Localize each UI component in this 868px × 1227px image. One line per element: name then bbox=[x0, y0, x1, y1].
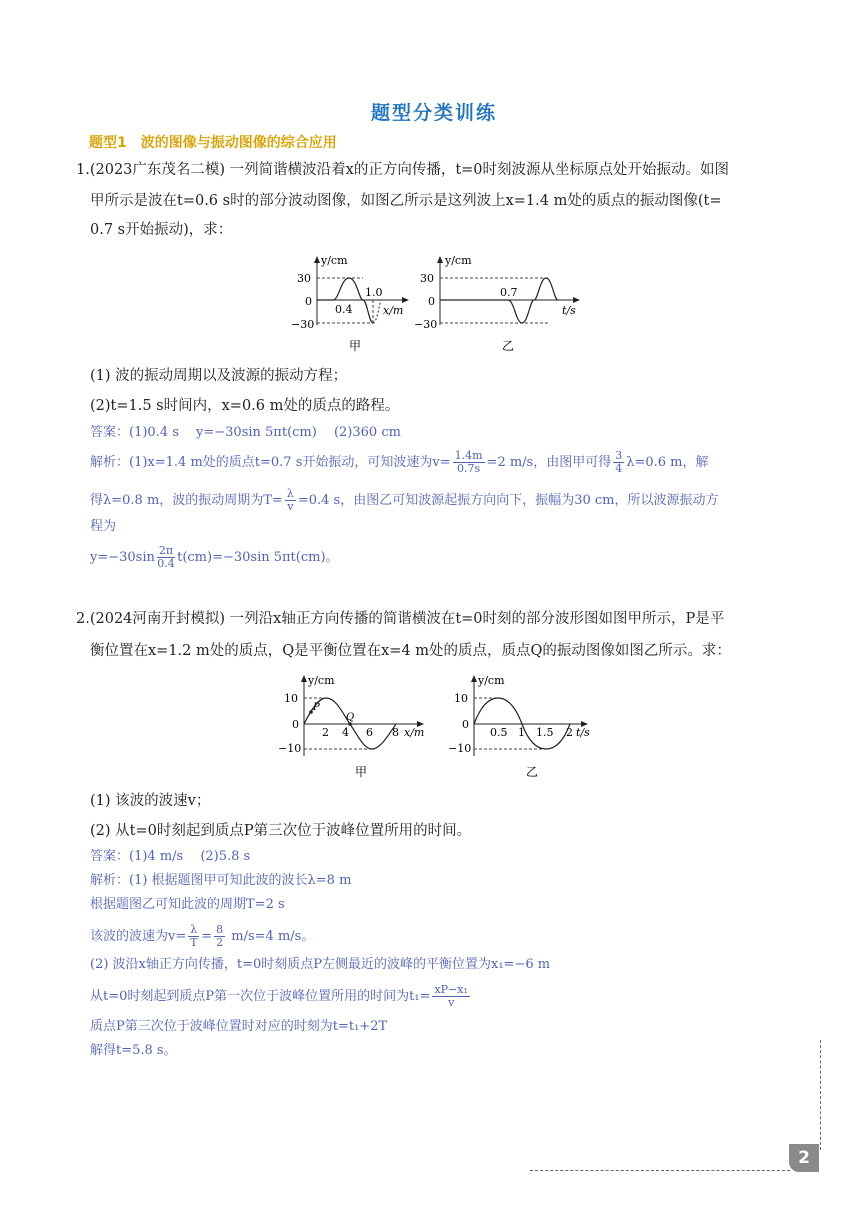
q1a-x2: 1.0 bbox=[365, 286, 383, 299]
q1b-ybot: −30 bbox=[414, 318, 438, 331]
q1b-ytop: 30 bbox=[420, 272, 434, 285]
q1a-yzero: 0 bbox=[305, 295, 312, 308]
q1a-ylabel: y/cm bbox=[321, 254, 348, 267]
footer-dashed-horizontal bbox=[530, 1170, 790, 1171]
q2-analysis-1: 解析：(1) 根据题图甲可知此波的波长λ=8 m bbox=[90, 873, 352, 888]
section-heading: 题型1 波的图像与振动图像的综合应用 bbox=[89, 135, 337, 151]
q2a-tick-8: 8 bbox=[392, 726, 399, 739]
q2-line-1: 2.(2024河南开封模拟) 一列沿x轴正方向传播的简谐横波在t=0时刻的部分波形图如图甲所示，P是平 bbox=[76, 611, 725, 627]
q2-sub-1: (1) 该波的波速v； bbox=[90, 793, 211, 809]
q1b-x1: 0.7 bbox=[500, 286, 518, 299]
q2-analysis-3: 该波的波速为v= $\frac{\lambda}{T}$ = $\frac{8}{2}$ m/s=4 m/s。 bbox=[90, 923, 315, 949]
q1-line-3: 0.7 s开始振动)，求： bbox=[90, 222, 233, 238]
q1-analysis-1: 解析：(1)x=1.4 m处的质点t=0.7 s开始振动，可知波速为v= $\frac{1.4m}{0.7s}$ =2 m/s，由图甲可得 $\frac{3}{4}$ λ=0.6 m，解 bbox=[90, 449, 709, 475]
q1a-ytop: 30 bbox=[297, 272, 311, 285]
q2a-yzero: 0 bbox=[292, 718, 299, 731]
q1-analysis-4: y=−30sin $\frac{2\pi}{0.4}$ t(cm)=−30sin 5πt(cm)。 bbox=[90, 544, 339, 570]
q2b-tick-1: 1 bbox=[518, 726, 525, 739]
q1-analysis-3: 程为 bbox=[90, 519, 117, 534]
q1a-ybot: −30 bbox=[291, 318, 315, 331]
q1-analysis-2: 得λ=0.8 m，波的振动周期为T= $\frac{\lambda}{v}$ =0.4 s，由图乙可知波源起振方向向下，振幅为30 cm，所以波源振动方 bbox=[90, 487, 719, 513]
q1b-ylabel: y/cm bbox=[445, 254, 472, 267]
q1a-x1: 0.4 bbox=[335, 303, 353, 316]
q2a-ytop: 10 bbox=[284, 692, 298, 705]
q2a-ylabel: y/cm bbox=[308, 674, 335, 687]
q2b-tick-2: 2 bbox=[566, 726, 573, 739]
q2-answer: 答案：(1)4 m/s (2)5.8 s bbox=[90, 849, 251, 864]
q1-line-1: 1.(2023广东茂名二模) 一列简谐横波沿着x的正方向传播，t=0时刻波源从坐标原点处开始振动。如图 bbox=[76, 162, 730, 178]
q1-sub-2: (2)t=1.5 s时间内，x=0.6 m处的质点的路程。 bbox=[90, 398, 400, 414]
q2b-caption: 乙 bbox=[526, 765, 539, 779]
q2-analysis-6: 质点P第三次位于波峰位置时对应的时刻为t=t₁+2T bbox=[90, 1019, 388, 1034]
q1a-xlabel: x/m bbox=[383, 304, 404, 317]
q2a-caption: 甲 bbox=[355, 765, 368, 779]
q2b-tick-1.5: 1.5 bbox=[536, 726, 554, 739]
q2-line-2: 衡位置在x=1.2 m处的质点，Q是平衡位置在x=4 m处的质点，质点Q的振动图像如图乙所示。求： bbox=[90, 643, 731, 659]
q1-sub-1: (1) 波的振动周期以及波源的振动方程； bbox=[90, 368, 348, 384]
q2-figure-wave-graph bbox=[280, 672, 430, 782]
q1b-caption: 乙 bbox=[502, 339, 515, 353]
q2-figure-vibration-graph bbox=[450, 672, 600, 782]
q2a-tick-6: 6 bbox=[366, 726, 373, 739]
footer-dashed-vertical bbox=[820, 1040, 821, 1150]
q2b-xlabel: t/s bbox=[576, 726, 590, 739]
q2-analysis-4: (2) 波沿x轴正方向传播，t=0时刻质点P左侧最近的波峰的平衡位置为x₁=−6 m bbox=[90, 957, 551, 972]
q1-line-2: 甲所示是波在t=0.6 s时的部分波动图像，如图乙所示是这列波上x=1.4 m处的质点的振动图像(t= bbox=[90, 193, 722, 209]
q2a-P-label: P bbox=[313, 702, 320, 713]
q1b-yzero: 0 bbox=[428, 295, 435, 308]
q2b-ybot: −10 bbox=[448, 742, 472, 755]
q2b-tick-0.5: 0.5 bbox=[490, 726, 508, 739]
q1b-xlabel: t/s bbox=[562, 304, 576, 317]
page-number: 2 bbox=[789, 1144, 819, 1172]
q2a-tick-4: 4 bbox=[342, 726, 349, 739]
q2-sub-2: (2) 从t=0时刻起到质点P第三次位于波峰位置所用的时间。 bbox=[90, 823, 472, 839]
q2a-tick-2: 2 bbox=[322, 726, 329, 739]
q2b-yzero: 0 bbox=[462, 718, 469, 731]
q2-analysis-7: 解得t=5.8 s。 bbox=[90, 1043, 177, 1058]
q2a-Q-label: Q bbox=[346, 712, 355, 723]
q2b-ytop: 10 bbox=[454, 692, 468, 705]
q2-analysis-2: 根据题图乙可知此波的周期T=2 s bbox=[90, 897, 285, 912]
q1-figure-vibration-graph bbox=[414, 250, 583, 355]
q2a-ybot: −10 bbox=[278, 742, 302, 755]
page-title: 题型分类训练 bbox=[370, 102, 497, 124]
q1a-caption: 甲 bbox=[349, 339, 362, 353]
q2-analysis-5: 从t=0时刻起到质点P第一次位于波峰位置所用的时间为t₁= $\frac{\text{xP−x₁}}{v}$ bbox=[90, 983, 468, 1009]
q1-figure-wave-graph bbox=[283, 250, 413, 355]
q1-answer: 答案：(1)0.4 s y=−30sin 5πt(cm) (2)360 cm bbox=[90, 425, 401, 440]
q2a-xlabel: x/m bbox=[404, 726, 425, 739]
q2b-ylabel: y/cm bbox=[478, 674, 505, 687]
